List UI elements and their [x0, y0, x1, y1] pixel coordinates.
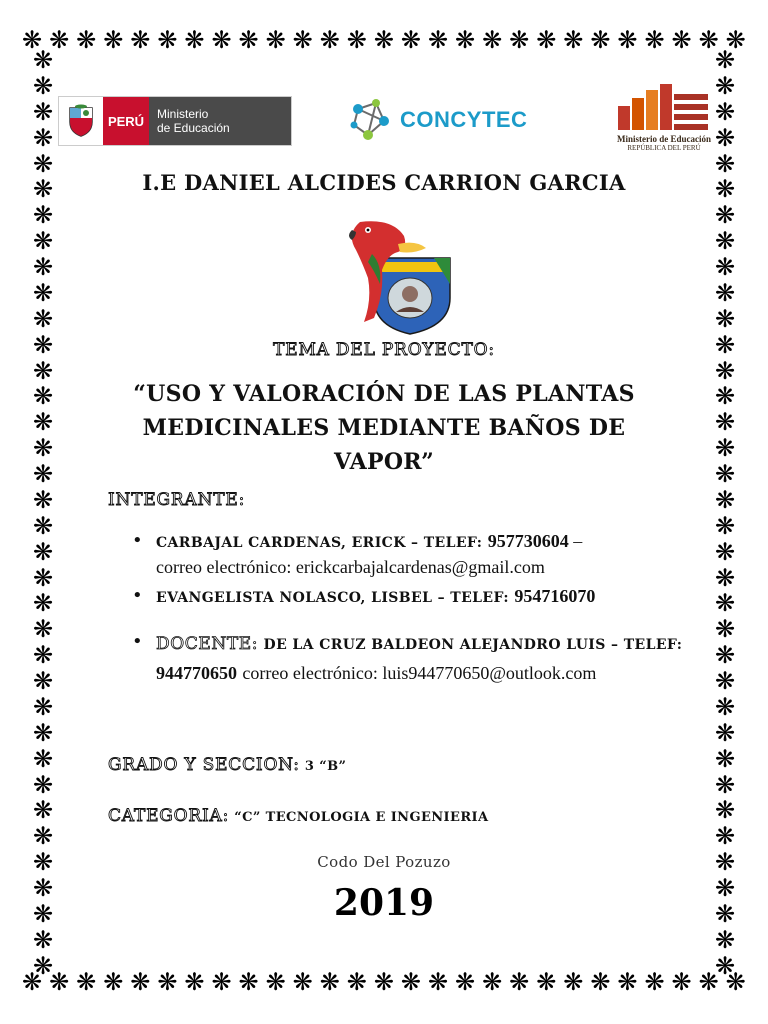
- border-flake-icon: ❋: [76, 26, 97, 54]
- bullet-icon: •: [132, 631, 143, 652]
- border-flake-icon: ❋: [211, 968, 232, 996]
- member-name: EVANGELISTA NOLASCO, LISBEL – TELEF:: [156, 590, 509, 606]
- border-flake-icon: ❋: [714, 227, 736, 256]
- border-flake-icon: ❋: [590, 968, 611, 996]
- border-flake-icon: ❋: [671, 968, 692, 996]
- project-title: “USO Y VALORACIÓN DE LAS PLANTAS MEDICINALES MEDIANTE BAÑOS DE VAPOR”: [133, 381, 635, 475]
- border-flake-icon: ❋: [346, 968, 367, 996]
- docente-block: [132, 630, 692, 688]
- border-flake-icon: ❋: [32, 641, 54, 670]
- border-flake-icon: ❋: [32, 434, 54, 463]
- border-flake-icon: ❋: [714, 563, 736, 592]
- peru-shield-icon: [59, 97, 103, 145]
- border-flake-icon: ❋: [714, 899, 736, 928]
- border-flake-icon: ❋: [714, 615, 736, 644]
- border-flake-icon: ❋: [698, 968, 719, 996]
- school-crest-icon: [338, 214, 458, 338]
- grado-row: [108, 755, 346, 775]
- border-flake-icon: ❋: [32, 485, 54, 514]
- border-flake-icon: ❋: [400, 968, 421, 996]
- logo-bar: [58, 90, 710, 160]
- border-flake-icon: ❋: [32, 951, 54, 980]
- border-flake-icon: ❋: [563, 26, 584, 54]
- border-flake-icon: ❋: [32, 330, 54, 359]
- border-flake-icon: ❋: [671, 26, 692, 54]
- border-flake-icon: ❋: [32, 123, 54, 152]
- border-flake-icon: ❋: [714, 123, 736, 152]
- border-flake-icon: ❋: [644, 26, 665, 54]
- list-item: [132, 529, 692, 580]
- border-flake-icon: ❋: [482, 26, 503, 54]
- categoria-label: CATEGORIA:: [108, 806, 230, 826]
- integrante-label: INTEGRANTE:: [108, 490, 246, 510]
- minedu-bars-logo: [612, 84, 716, 156]
- border-flake-icon: ❋: [130, 26, 151, 54]
- docente-phone: 944770650: [156, 663, 237, 683]
- border-flake-icon: ❋: [714, 46, 736, 74]
- border-flake-icon: ❋: [455, 26, 476, 54]
- border-flake-icon: ❋: [32, 615, 54, 644]
- border-flake-icon: ❋: [211, 26, 232, 54]
- member-email: correo electrónico: erickcarbajalcardenas@gmail.com: [156, 557, 545, 577]
- border-right: [707, 48, 743, 978]
- border-flake-icon: ❋: [617, 968, 638, 996]
- border-flake-icon: ❋: [714, 770, 736, 799]
- concytec-network-icon: [346, 95, 396, 145]
- border-flake-icon: ❋: [32, 796, 54, 825]
- border-flake-icon: ❋: [714, 71, 736, 100]
- border-flake-icon: ❋: [427, 968, 449, 996]
- border-flake-icon: ❋: [32, 149, 54, 178]
- border-flake-icon: ❋: [130, 968, 151, 996]
- border-flake-icon: ❋: [455, 968, 476, 996]
- border-flake-icon: ❋: [49, 968, 70, 996]
- border-flake-icon: ❋: [482, 968, 503, 996]
- border-flake-icon: ❋: [725, 968, 746, 996]
- border-flake-icon: ❋: [32, 563, 54, 592]
- border-flake-icon: ❋: [49, 26, 70, 54]
- list-item: [132, 584, 692, 610]
- border-flake-icon: ❋: [319, 968, 340, 996]
- minedu-label-line2: de Educación: [157, 121, 230, 135]
- border-flake-icon: ❋: [265, 26, 286, 54]
- border-flake-icon: ❋: [536, 968, 557, 996]
- border-flake-icon: ❋: [238, 968, 259, 996]
- border-flake-icon: ❋: [714, 537, 736, 566]
- border-flake-icon: ❋: [32, 460, 54, 488]
- bars-icon: [616, 84, 712, 130]
- border-flake-icon: ❋: [400, 26, 421, 54]
- tema-label: TEMA DEL PROYECTO:: [273, 340, 495, 360]
- categoria-row: [108, 806, 489, 826]
- border-flake-icon: ❋: [32, 382, 54, 411]
- border-flake-icon: ❋: [714, 485, 736, 514]
- border-flake-icon: ❋: [22, 26, 43, 54]
- border-flake-icon: ❋: [509, 968, 530, 996]
- border-flake-icon: ❋: [103, 26, 124, 54]
- border-flake-icon: ❋: [714, 874, 736, 902]
- border-flake-icon: ❋: [238, 26, 259, 54]
- location: Codo Del Pozuzo: [317, 853, 451, 871]
- border-flake-icon: ❋: [32, 899, 54, 928]
- border-flake-icon: ❋: [32, 253, 54, 281]
- border-flake-icon: ❋: [698, 26, 719, 54]
- border-flake-icon: ❋: [714, 97, 736, 126]
- border-flake-icon: ❋: [346, 26, 367, 54]
- border-flake-icon: ❋: [32, 304, 54, 333]
- member-name: CARBAJAL CARDENAS, ERICK – TELEF:: [156, 535, 483, 551]
- border-flake-icon: ❋: [76, 968, 97, 996]
- border-flake-icon: ❋: [714, 201, 736, 230]
- border-flake-icon: ❋: [427, 26, 449, 54]
- border-flake-icon: ❋: [644, 968, 665, 996]
- border-flake-icon: ❋: [32, 201, 54, 230]
- border-flake-icon: ❋: [292, 26, 313, 54]
- grado-label: GRADO Y SECCION:: [108, 755, 300, 775]
- border-flake-icon: ❋: [157, 26, 178, 54]
- border-flake-icon: ❋: [32, 278, 54, 307]
- border-flake-icon: ❋: [373, 968, 394, 996]
- border-flake-icon: ❋: [714, 641, 736, 670]
- border-flake-icon: ❋: [32, 537, 54, 566]
- border-flake-icon: ❋: [32, 97, 54, 126]
- minedu2-line1: Ministerio de Educación: [617, 134, 711, 144]
- border-flake-icon: ❋: [714, 460, 736, 488]
- border-flake-icon: ❋: [714, 796, 736, 825]
- border-flake-icon: ❋: [509, 26, 530, 54]
- border-flake-icon: ❋: [563, 968, 584, 996]
- concytec-name: CONCYTEC: [400, 107, 528, 132]
- border-flake-icon: ❋: [184, 26, 205, 54]
- border-flake-icon: ❋: [714, 330, 736, 359]
- border-flake-icon: ❋: [32, 589, 54, 618]
- border-flake-icon: ❋: [714, 925, 736, 954]
- border-flake-icon: ❋: [32, 46, 54, 74]
- border-flake-icon: ❋: [32, 718, 54, 747]
- docente-name: DE LA CRUZ BALDEON ALEJANDRO LUIS – TELEF:: [263, 637, 683, 653]
- border-top: [22, 22, 746, 58]
- border-flake-icon: ❋: [32, 925, 54, 954]
- border-flake-icon: ❋: [714, 667, 736, 695]
- border-flake-icon: ❋: [32, 408, 54, 437]
- peru-label: PERÚ: [103, 97, 149, 145]
- border-flake-icon: ❋: [714, 253, 736, 281]
- docente-label: DOCENTE:: [156, 634, 259, 654]
- members-list: [132, 529, 692, 614]
- border-flake-icon: ❋: [32, 744, 54, 773]
- border-flake-icon: ❋: [292, 968, 313, 996]
- minedu-logo: [58, 96, 292, 146]
- school-name: I.E DANIEL ALCIDES CARRION GARCIA: [142, 170, 626, 195]
- border-bottom: [22, 964, 746, 1000]
- member-phone: 954716070: [514, 586, 596, 606]
- border-flake-icon: ❋: [32, 71, 54, 100]
- border-flake-icon: ❋: [714, 744, 736, 773]
- border-flake-icon: ❋: [373, 26, 394, 54]
- border-flake-icon: ❋: [714, 848, 736, 877]
- border-flake-icon: ❋: [103, 968, 124, 996]
- border-flake-icon: ❋: [714, 278, 736, 307]
- border-flake-icon: ❋: [714, 822, 736, 851]
- border-flake-icon: ❋: [590, 26, 611, 54]
- border-flake-icon: ❋: [319, 26, 340, 54]
- border-flake-icon: ❋: [617, 26, 638, 54]
- categoria-value: “C” TECNOLOGIA E INGENIERIA: [234, 810, 489, 825]
- border-flake-icon: ❋: [714, 692, 736, 721]
- concytec-logo: [346, 90, 546, 150]
- bullet-icon: •: [132, 585, 143, 606]
- border-flake-icon: ❋: [714, 511, 736, 540]
- border-flake-icon: ❋: [32, 356, 54, 385]
- border-flake-icon: ❋: [32, 848, 54, 877]
- year: 2019: [333, 882, 435, 924]
- grado-value: 3 “B”: [304, 759, 347, 774]
- border-flake-icon: ❋: [714, 589, 736, 618]
- border-flake-icon: ❋: [32, 227, 54, 256]
- docente-email: correo electrónico: luis944770650@outlook.com: [242, 663, 597, 683]
- border-flake-icon: ❋: [184, 968, 205, 996]
- border-flake-icon: ❋: [536, 26, 557, 54]
- border-flake-icon: ❋: [714, 718, 736, 747]
- minedu-label: [149, 97, 291, 145]
- border-flake-icon: ❋: [714, 382, 736, 411]
- minedu-label-line1: Ministerio: [157, 107, 209, 121]
- border-flake-icon: ❋: [714, 175, 736, 204]
- border-flake-icon: ❋: [32, 822, 54, 851]
- border-flake-icon: ❋: [265, 968, 286, 996]
- bullet-icon: •: [132, 530, 143, 551]
- border-flake-icon: ❋: [714, 408, 736, 437]
- border-flake-icon: ❋: [157, 968, 178, 996]
- border-left: [25, 48, 61, 978]
- border-flake-icon: ❋: [725, 26, 746, 54]
- border-flake-icon: ❋: [32, 667, 54, 695]
- border-flake-icon: ❋: [32, 511, 54, 540]
- border-flake-icon: ❋: [32, 874, 54, 902]
- border-flake-icon: ❋: [714, 951, 736, 980]
- border-flake-icon: ❋: [714, 356, 736, 385]
- border-flake-icon: ❋: [714, 434, 736, 463]
- border-flake-icon: ❋: [32, 175, 54, 204]
- border-flake-icon: ❋: [714, 304, 736, 333]
- border-flake-icon: ❋: [32, 692, 54, 721]
- border-flake-icon: ❋: [714, 149, 736, 178]
- minedu2-line2: REPÚBLICA DEL PERÚ: [627, 144, 701, 152]
- member-phone: 957730604: [487, 531, 569, 551]
- border-flake-icon: ❋: [22, 968, 43, 996]
- member-suffix: –: [568, 531, 583, 551]
- border-flake-icon: ❋: [32, 770, 54, 799]
